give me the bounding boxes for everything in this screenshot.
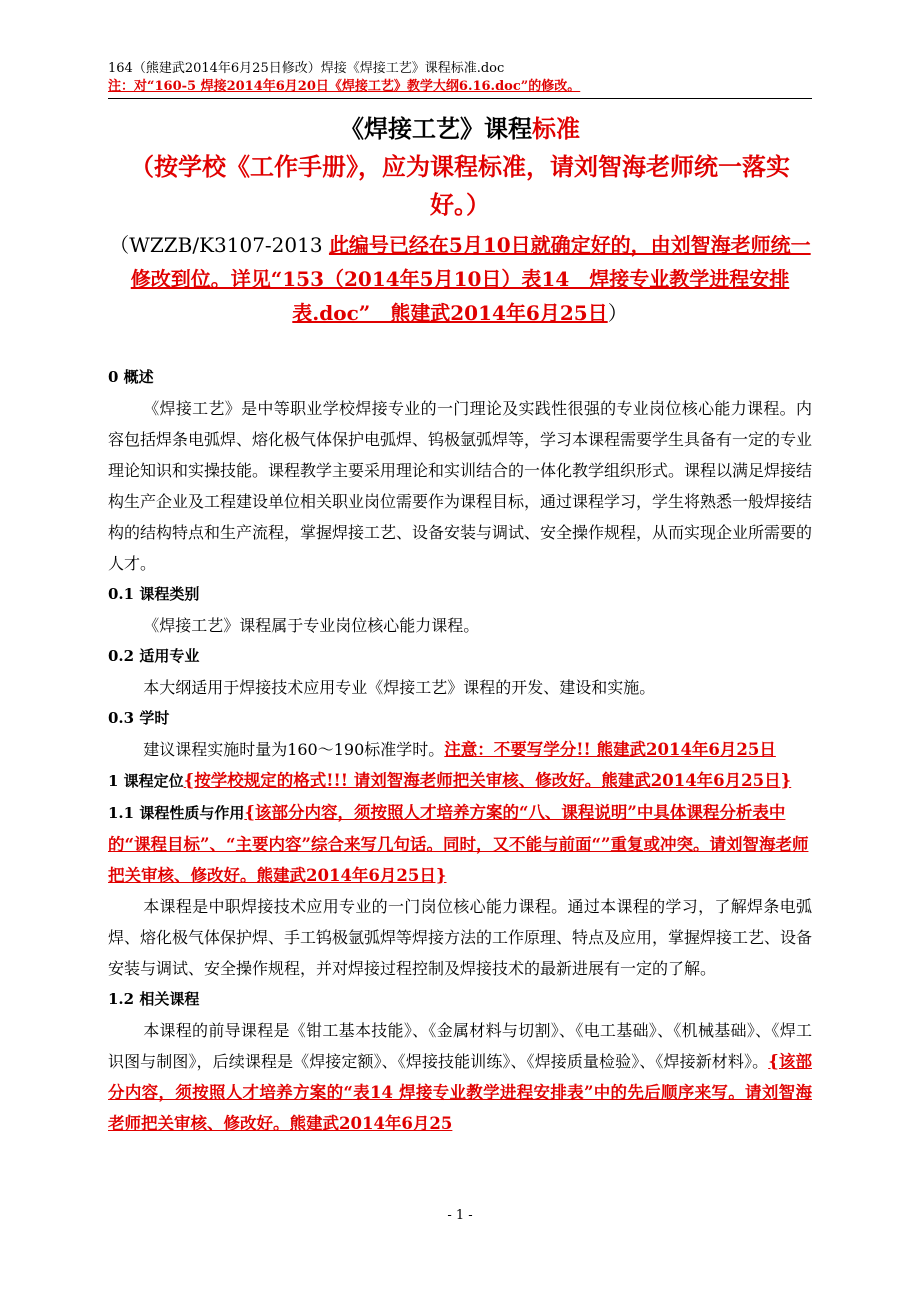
page-title	[108, 112, 812, 146]
page-number: - 1 -	[447, 1208, 473, 1223]
header-revision-note: 注：对“160-5 焊接2014年6月20日《焊接工艺》教学大纲6.16.doc”的修改。	[108, 79, 581, 94]
section-0-heading: 0 概述	[108, 368, 154, 386]
section-1-1-paragraph	[108, 797, 812, 891]
title-note: （按学校《工作手册》，应为课程标准，请刘智海老师统一落实好。）	[130, 152, 790, 219]
section-1-2-heading: 1.2 相关课程	[108, 990, 200, 1008]
course-code-open: （WZZB/K3107-2013	[109, 233, 329, 257]
section-1-2-text: 本课程的前导课程是《钳工基本技能》、《金属材料与切割》、《电工基础》、《机械基础》、《焊工识图与制图》，后续课程是《焊接定额》、《焊接技能训练》、《焊接质量检验》、《焊接新材料》。	[108, 1021, 812, 1071]
section-1-2-paragraph	[108, 1015, 812, 1139]
section-0-text: 《焊接工艺》是中等职业学校焊接专业的一门理论及实践性很强的专业岗位核心能力课程。内容包括焊条电弧焊、熔化极气体保护电弧焊、钨极氩弧焊等，学习本课程需要学生具备有一定的专业理论知识和实操技能。课程教学主要采用理论和实训结合的一体化教学组织形式。课程以满足焊接结构生产企业及工程建设单位相关职业岗位需要作为课程目标，通过课程学习，学生将熟悉一般焊接结构的结构特点和生产流程，掌握焊接工艺、设备安装与调试、安全操作规程，从而实现企业所需要的人才。	[108, 399, 813, 573]
document-body	[108, 362, 812, 1139]
section-1-note: {按学校规定的格式!!! 请刘智海老师把关审核、修改好。熊建武2014年6月25日}	[183, 771, 792, 790]
course-code-note: 此编号已经在5月10日就确定好的，由刘智海老师统一修改到位。详见“153（2014年5月10日）表14 焊接专业教学进程安排表.doc” 熊建武2014年6月25日	[130, 233, 811, 325]
section-1-1-note: {该部分内容，须按照人才培养方案的“八、课程说明”中具体课程分析表中的“课程目标”、“主要内容”综合来写几句话。同时，又不能与前面“”重复或冲突。请刘智海老师把关审核、修改好。熊建武2014年6月25日}	[108, 803, 809, 885]
title-main: 《焊接工艺》课程	[340, 114, 532, 143]
section-1-2-note: {该部分内容，须按照人才培养方案的“表14 焊接专业教学进程安排表”中的先后顺序来写。请刘智海老师把关审核、修改好。熊建武2014年6月25	[108, 1052, 812, 1133]
header-divider	[108, 98, 812, 99]
section-0-3-heading: 0.3 学时	[108, 709, 170, 727]
section-1-1-text: 本课程是中职焊接技术应用专业的一门岗位核心能力课程。通过本课程的学习，了解焊条电弧焊、熔化极气体保护焊、手工钨极氩弧焊等焊接方法的工作原理、特点及应用，掌握焊接工艺、设备安装与调试、安全操作规程，并对焊接过程控制及焊接技术的最新进展有一定的了解。	[108, 897, 813, 978]
section-1-heading: 1 课程定位	[108, 772, 184, 790]
section-0-3-text: 建议课程实施时量为160～190标准学时。	[143, 740, 445, 759]
section-0-2-text: 本大纲适用于焊接技术应用专业《焊接工艺》课程的开发、建设和实施。	[143, 678, 656, 697]
section-0-3-paragraph	[108, 734, 812, 765]
course-code-close: ）	[607, 301, 628, 325]
section-0-1-heading: 0.1 课程类别	[108, 585, 200, 603]
title-main-red: 标准	[532, 114, 580, 143]
section-0-3-note: 注意：不要写学分!! 熊建武2014年6月25日	[444, 740, 776, 759]
section-0-1-text: 《焊接工艺》课程属于专业岗位核心能力课程。	[143, 616, 480, 635]
course-code	[108, 228, 812, 330]
header-filename: 164（熊建武2014年6月25日修改）焊接《焊接工艺》课程标准.doc	[108, 61, 505, 76]
section-0-2-heading: 0.2 适用专业	[108, 647, 200, 665]
section-1-1-heading: 1.1 课程性质与作用	[108, 804, 245, 822]
section-1-paragraph	[108, 765, 812, 797]
